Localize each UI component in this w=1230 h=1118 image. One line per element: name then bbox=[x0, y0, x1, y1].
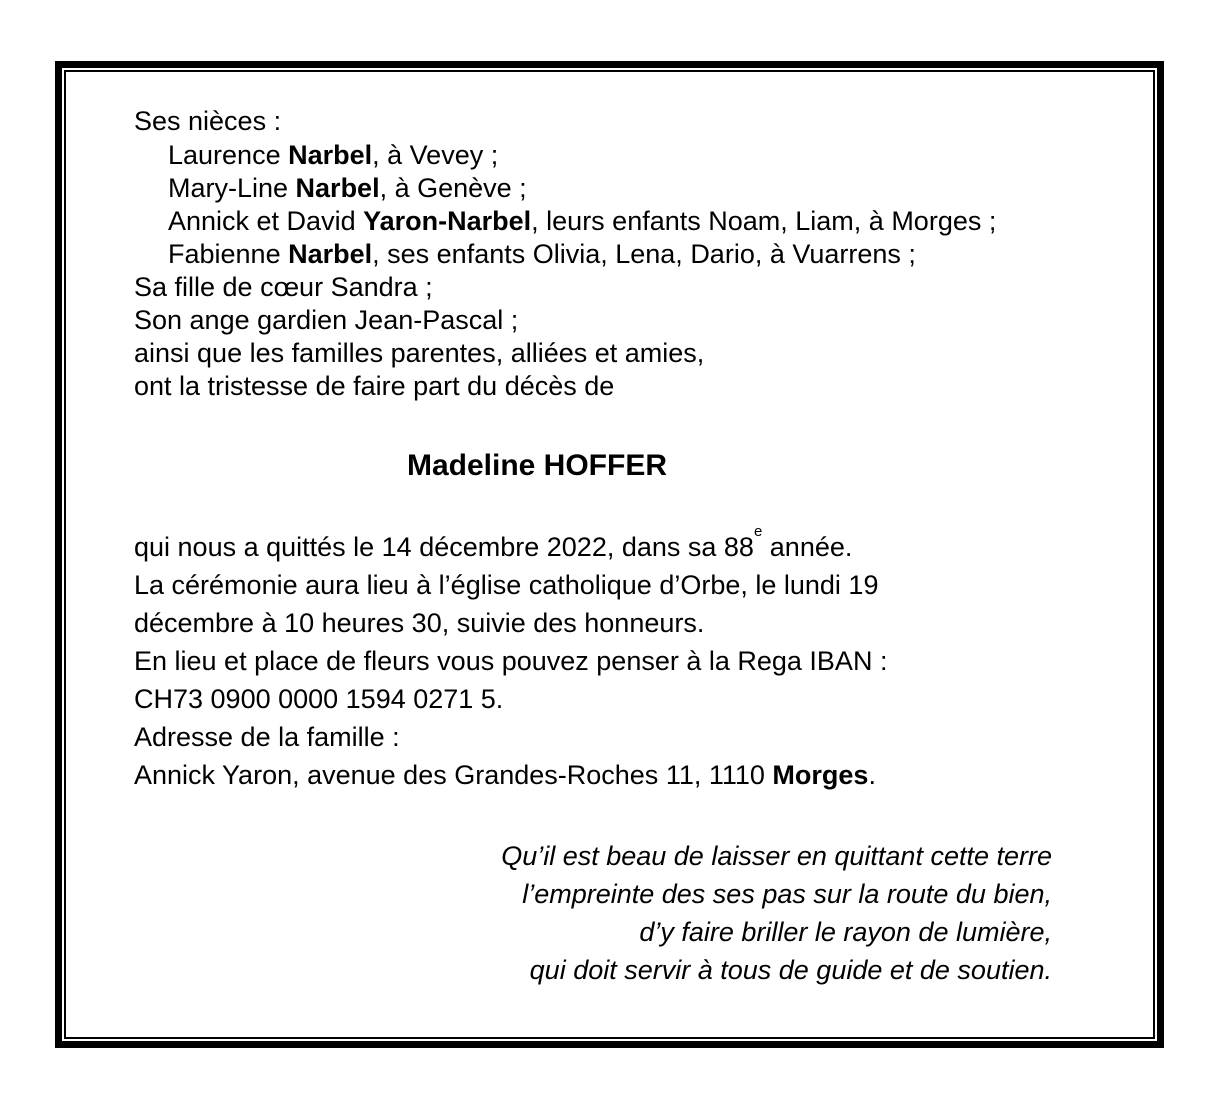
surname: Narbel bbox=[288, 239, 373, 269]
donation-line: En lieu et place de fleurs vous pouvez penser à la Rega IBAN : bbox=[134, 646, 888, 676]
deceased-name: Madeline HOFFER bbox=[406, 449, 668, 482]
surname: Narbel bbox=[288, 140, 373, 170]
niece-line: Laurence Narbel, à Vevey ; bbox=[168, 140, 499, 170]
niece-line: Mary-Line Narbel, à Genève ; bbox=[168, 173, 527, 203]
address-label: Adresse de la famille : bbox=[134, 722, 400, 752]
niece-line: Fabienne Narbel, ses enfants Olivia, Lena, Dario, à Vuarrens ; bbox=[168, 239, 916, 269]
ceremony-line: La cérémonie aura lieu à l’église catholique d’Orbe, le lundi 19 bbox=[134, 570, 879, 600]
city: Morges bbox=[772, 760, 869, 790]
family-line: ainsi que les familles parentes, alliées et amies, bbox=[134, 338, 705, 368]
address-line: Annick Yaron, avenue des Grandes-Roches 11, 1110 Morges. bbox=[134, 760, 876, 790]
iban-line: CH73 0900 0000 1594 0271 5. bbox=[134, 684, 504, 714]
poem-line: l’empreinte des ses pas sur la route du bien, bbox=[522, 879, 1052, 909]
surname: Narbel bbox=[295, 173, 380, 203]
family-line: Son ange gardien Jean-Pascal ; bbox=[134, 305, 519, 335]
announcement-line: ont la tristesse de faire part du décès de bbox=[134, 371, 615, 401]
family-line: Sa fille de cœur Sandra ; bbox=[134, 272, 433, 302]
death-date-line: qui nous a quittés le 14 décembre 2022, dans sa 88e année. bbox=[134, 523, 853, 562]
poem-line: Qu’il est beau de laisser en quittant cette terre bbox=[501, 841, 1052, 871]
nieces-label: Ses nièces : bbox=[134, 106, 282, 136]
poem-line: qui doit servir à tous de guide et de soutien. bbox=[529, 955, 1052, 985]
ceremony-line: décembre à 10 heures 30, suivie des honneurs. bbox=[134, 608, 705, 638]
surname: Yaron-Narbel bbox=[363, 206, 532, 236]
poem-line: d’y faire briller le rayon de lumière, bbox=[639, 917, 1052, 947]
niece-line: Annick et David Yaron-Narbel, leurs enfants Noam, Liam, à Morges ; bbox=[168, 206, 997, 236]
